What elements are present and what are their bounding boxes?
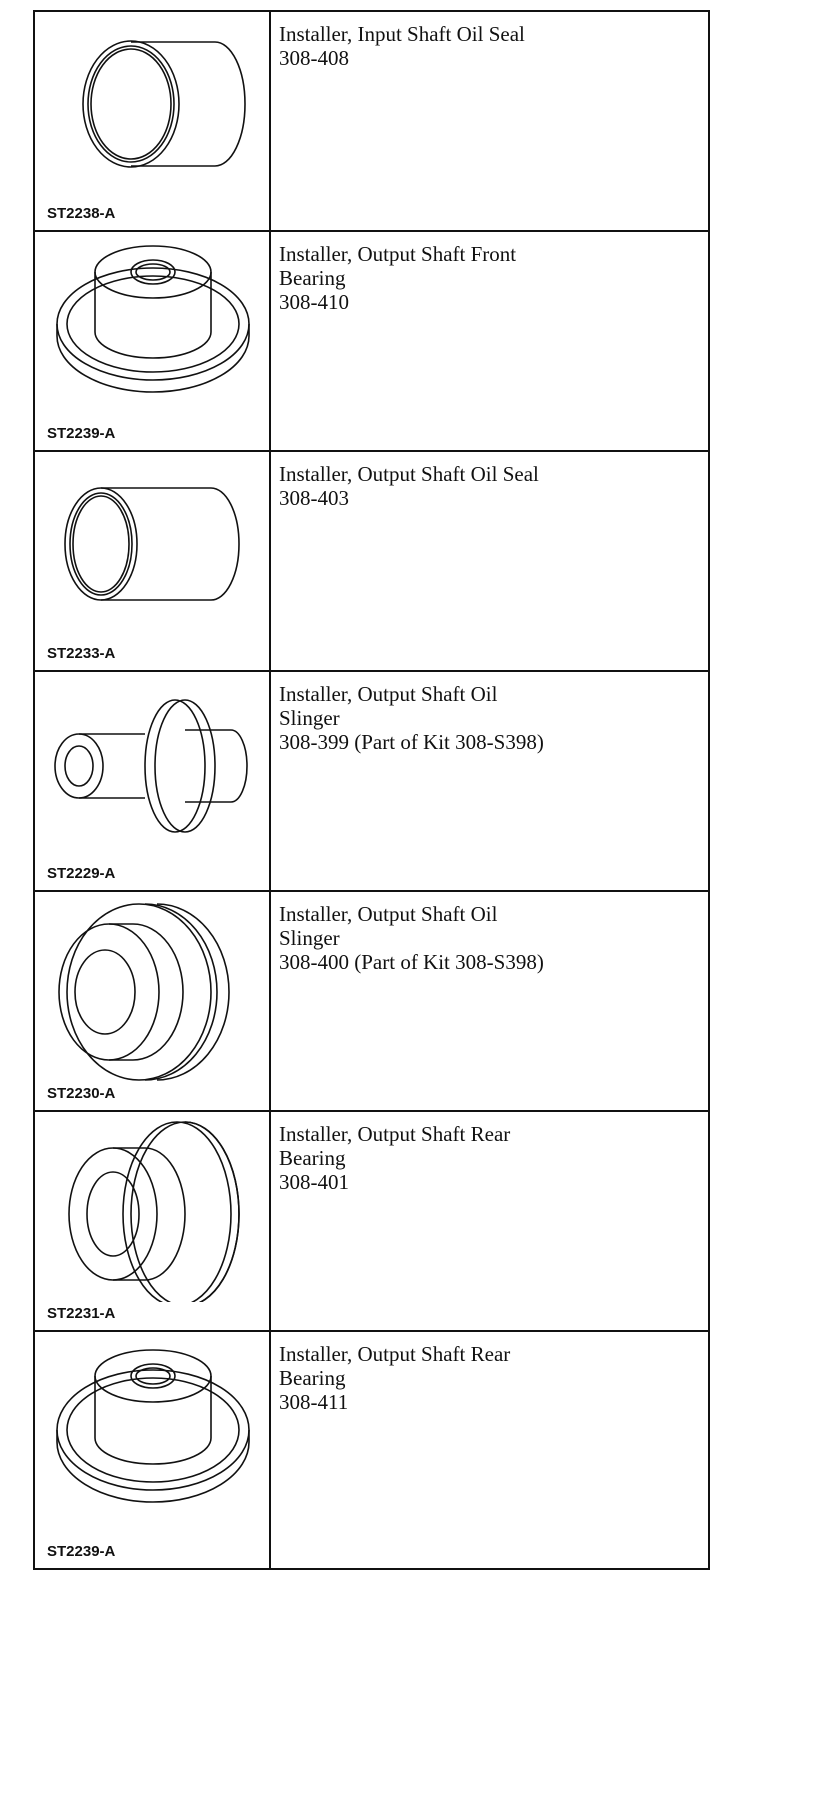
tool-illustration-cell <box>35 1332 271 1568</box>
tool-description <box>271 672 708 890</box>
tool-description-line: Installer, Output Shaft Front <box>279 242 517 266</box>
tool-description-line: Bearing <box>279 1366 346 1390</box>
tool-code: ST2231-A <box>47 1305 116 1322</box>
tool-illustration-cell <box>35 12 271 230</box>
tool-illustration-cell <box>35 672 271 890</box>
tool-description-line: Installer, Output Shaft Oil Seal <box>279 462 539 486</box>
table-row <box>35 232 708 452</box>
tool-description <box>271 1112 708 1330</box>
cylinder-seal-installer-icon <box>35 12 271 202</box>
table-row <box>35 12 708 232</box>
tool-code: ST2239-A <box>47 1543 116 1560</box>
tool-code: ST2230-A <box>47 1085 116 1102</box>
table-row <box>35 452 708 672</box>
cylinder-seal-installer-icon <box>35 452 271 642</box>
tool-code: ST2238-A <box>47 205 116 222</box>
tool-part-number: 308-400 (Part of Kit 308-S398) <box>279 950 544 974</box>
tool-part-number: 308-401 <box>279 1170 349 1194</box>
stepped-bearing-installer-icon <box>35 1112 271 1302</box>
tool-code: ST2239-A <box>47 425 116 442</box>
tool-description-line: Bearing <box>279 266 346 290</box>
tool-illustration-cell <box>35 232 271 450</box>
tool-description <box>271 1332 708 1568</box>
stepped-shaft-installer-icon <box>35 672 271 862</box>
tool-description-line: Installer, Output Shaft Oil <box>279 682 498 706</box>
tool-description <box>271 12 708 230</box>
tool-code: ST2233-A <box>47 645 116 662</box>
special-tools-table <box>33 10 710 1570</box>
tool-description-line: Bearing <box>279 1146 346 1170</box>
tool-code: ST2229-A <box>47 865 116 882</box>
tool-description-line: Installer, Input Shaft Oil Seal <box>279 22 525 46</box>
table-row <box>35 1332 708 1568</box>
table-row <box>35 892 708 1112</box>
flanged-bearing-installer-icon <box>35 1332 271 1522</box>
flanged-bearing-installer-icon <box>35 232 271 422</box>
tool-illustration-cell <box>35 892 271 1110</box>
tool-illustration-cell <box>35 452 271 670</box>
tool-illustration-cell <box>35 1112 271 1330</box>
tool-description-line: Installer, Output Shaft Oil <box>279 902 498 926</box>
tool-part-number: 308-399 (Part of Kit 308-S398) <box>279 730 544 754</box>
table-row <box>35 1112 708 1332</box>
table-row <box>35 672 708 892</box>
tool-description <box>271 232 708 450</box>
tool-description-line: Slinger <box>279 926 340 950</box>
tool-description-line: Installer, Output Shaft Rear <box>279 1122 511 1146</box>
stepped-collar-installer-icon <box>35 892 271 1082</box>
tool-part-number: 308-403 <box>279 486 349 510</box>
tool-description-line: Slinger <box>279 706 340 730</box>
tool-description <box>271 452 708 670</box>
tool-part-number: 308-410 <box>279 290 349 314</box>
tool-part-number: 308-408 <box>279 46 349 70</box>
tool-description-line: Installer, Output Shaft Rear <box>279 1342 511 1366</box>
tool-part-number: 308-411 <box>279 1390 349 1414</box>
tool-description <box>271 892 708 1110</box>
